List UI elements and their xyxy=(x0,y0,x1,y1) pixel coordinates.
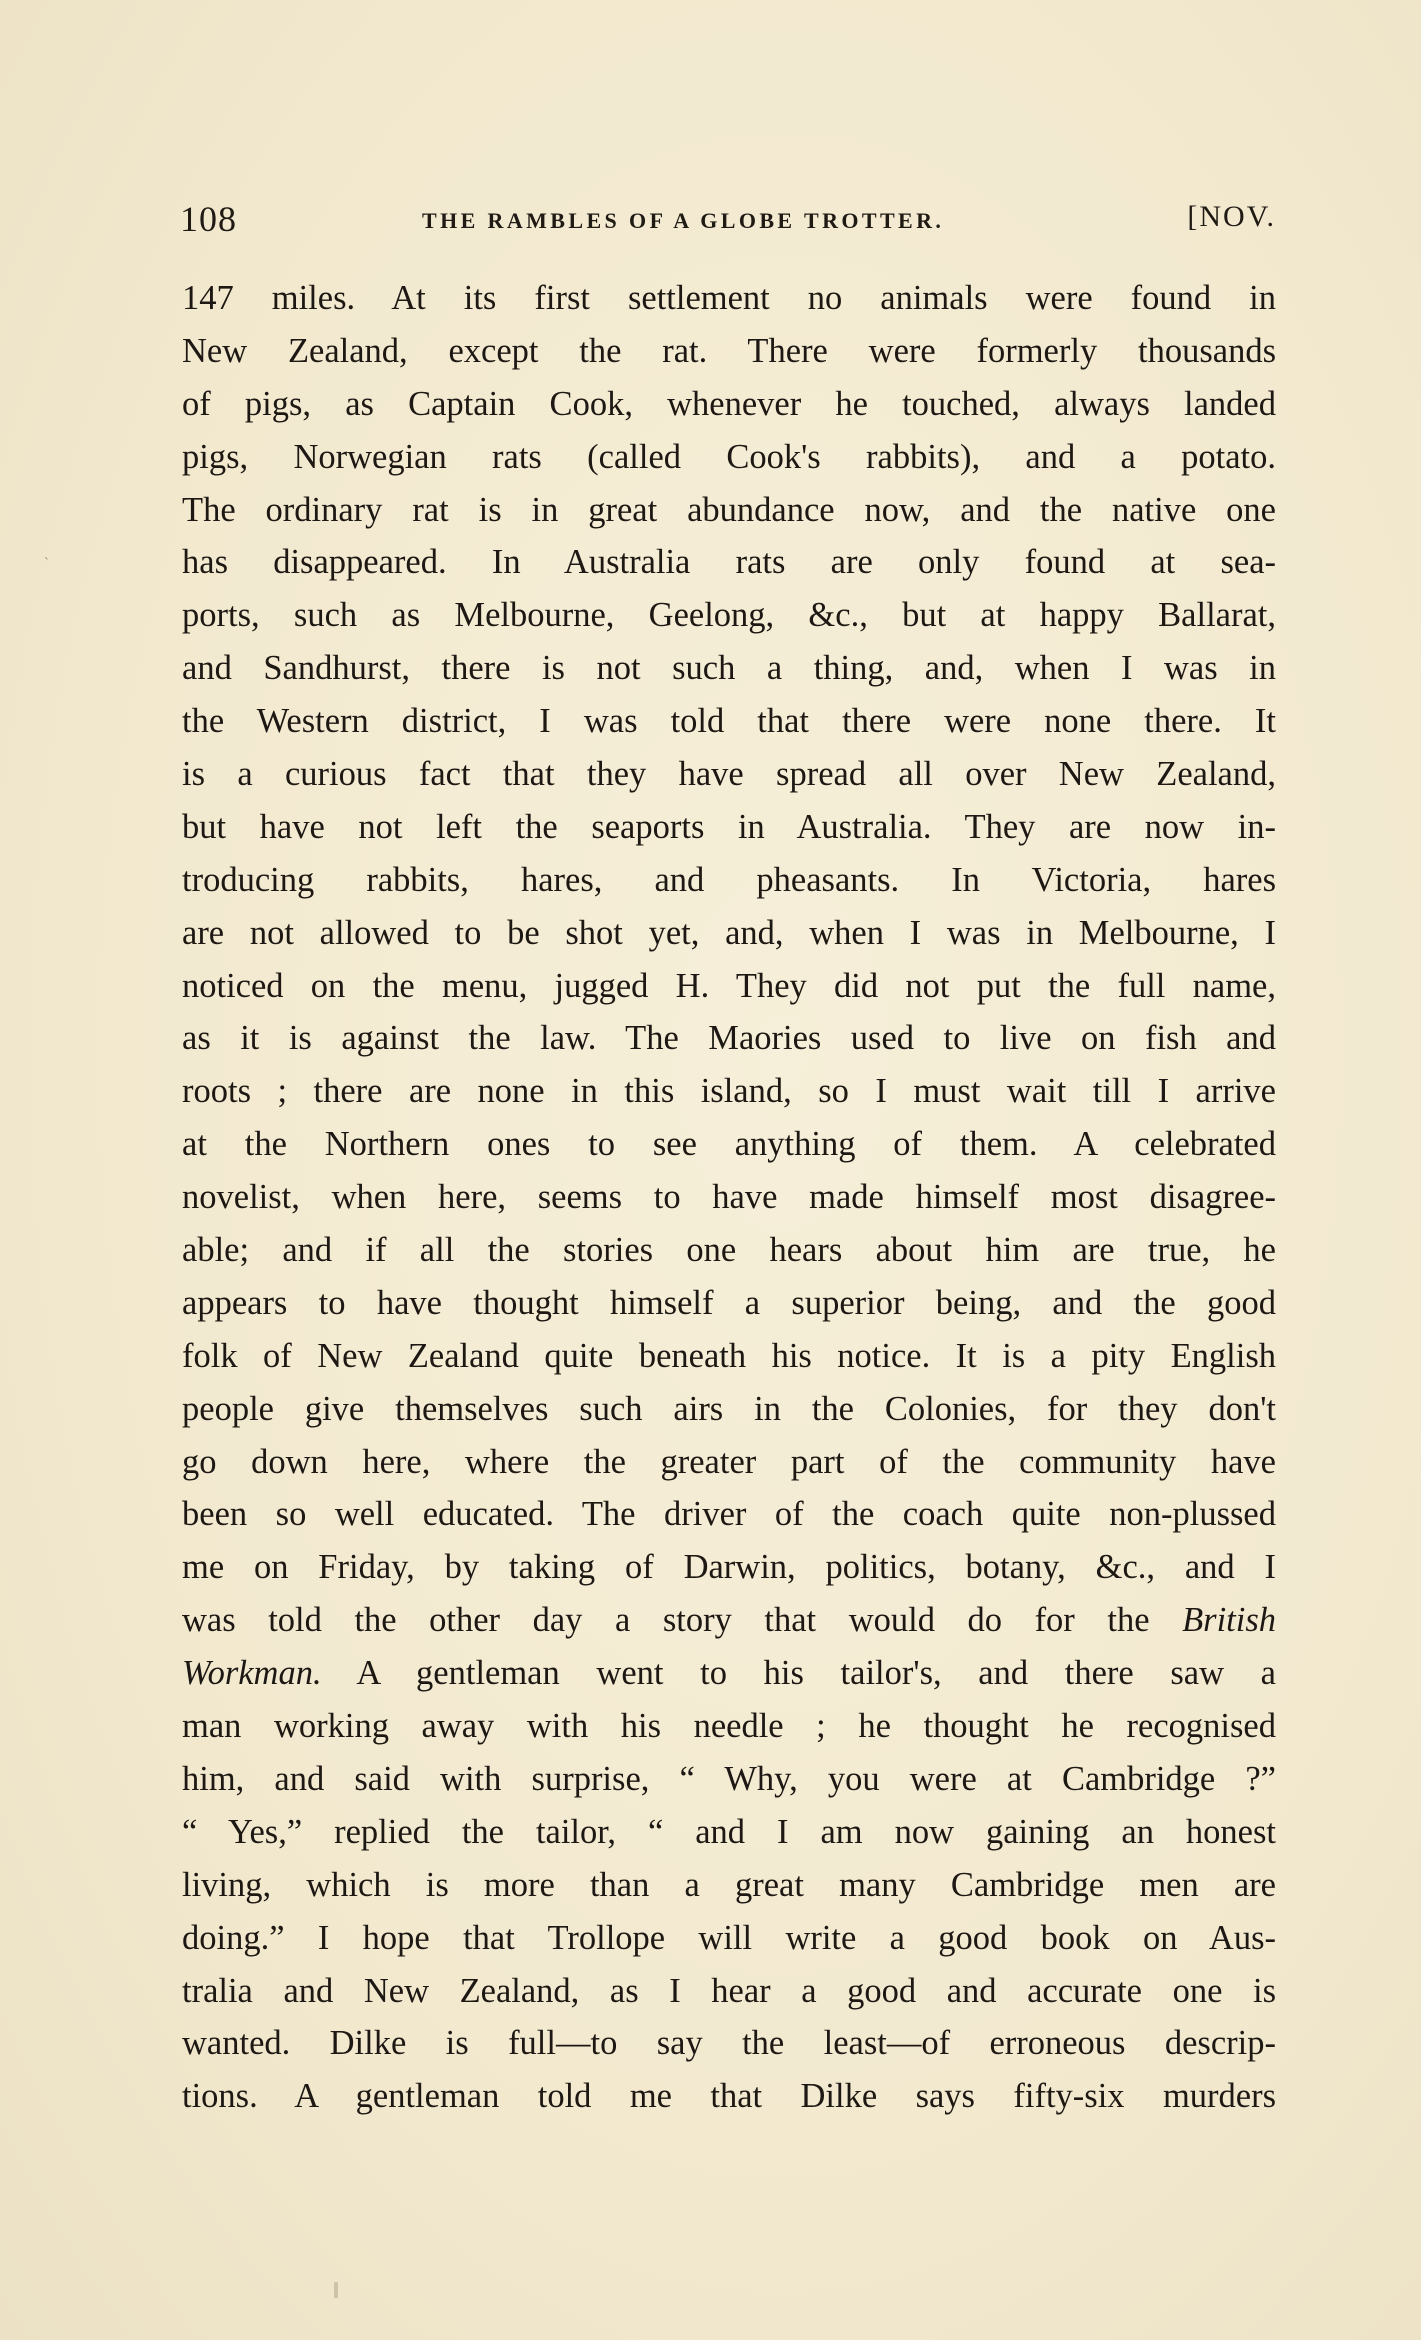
text-line: The ordinary rat is in great abundance now, and the native one xyxy=(182,490,1276,529)
italic-phrase: Workman. xyxy=(182,1654,322,1693)
text-line: 147 miles. At its first settlement no animals were found in xyxy=(182,279,1276,317)
text-line: wanted. Dilke is full—to say the least—of erroneous descrip- xyxy=(182,2024,1276,2063)
running-title: THE RAMBLES OF A GLOBE TROTTER. xyxy=(422,208,945,233)
text-line: folk of New Zealand quite beneath his notice. It is a pity English xyxy=(182,1336,1276,1375)
text-line: been so well educated. The driver of the coach quite non-plussed xyxy=(182,1495,1276,1534)
text-line: is a curious fact that they have spread all over New Zealand, xyxy=(182,755,1276,794)
text-line: as it is against the law. The Maories used to live on fish and xyxy=(182,1019,1276,1058)
text-line: noticed on the menu, jugged H. They did not put the full name, xyxy=(182,966,1276,1005)
text-line-end: A gentleman went to his tailor's, and there saw a xyxy=(356,1654,1276,1693)
text-line: of pigs, as Captain Cook, whenever he touched, always landed xyxy=(182,384,1276,423)
text-line: go down here, where the greater part of the community have xyxy=(182,1442,1276,1481)
text-line: tions. A gentleman told me that Dilke says fifty-six murders xyxy=(182,2077,1276,2116)
text-line: him, and said with surprise, “ Why, you were at Cambridge ?” xyxy=(182,1759,1276,1798)
italic-phrase: British xyxy=(1182,1601,1276,1640)
text-line: people give themselves such airs in the Colonies, for they don't xyxy=(182,1389,1276,1428)
text-line: me on Friday, by taking of Darwin, politics, botany, &c., and I xyxy=(182,1548,1276,1587)
text-line: ports, such as Melbourne, Geelong, &c., but at happy Ballarat, xyxy=(182,596,1276,635)
text-line-start: was told the other day a story that would do for the xyxy=(182,1601,1150,1640)
text-line: doing.” I hope that Trollope will write a good book on Aus- xyxy=(182,1918,1276,1957)
text-line-with-italic xyxy=(182,1647,1276,1700)
page-number: 108 xyxy=(180,199,237,239)
text-line: man working away with his needle ; he thought he recognised xyxy=(182,1707,1276,1746)
text-line: has disappeared. In Australia rats are only found at sea- xyxy=(182,543,1276,582)
text-line: appears to have thought himself a superior being, and the good xyxy=(182,1283,1276,1322)
bottom-margin-mark xyxy=(334,2282,338,2298)
text-line: at the Northern ones to see anything of them. A celebrated xyxy=(182,1125,1276,1164)
text-line: the Western district, I was told that there were none there. It xyxy=(182,702,1276,741)
text-line: are not allowed to be shot yet, and, when I was in Melbourne, I xyxy=(182,913,1276,952)
margin-mark: ` xyxy=(44,556,50,570)
body-text xyxy=(182,272,1276,2123)
text-line: able; and if all the stories one hears about him are true, he xyxy=(182,1231,1276,1270)
text-line: but have not left the seaports in Australia. They are now in- xyxy=(182,807,1276,846)
text-line: New Zealand, except the rat. There were formerly thousands xyxy=(182,331,1276,370)
running-month: [NOV. xyxy=(1187,200,1276,233)
running-head xyxy=(180,198,1276,248)
text-line: roots ; there are none in this island, so I must wait till I arrive xyxy=(182,1072,1276,1111)
text-line: living, which is more than a great many Cambridge men are xyxy=(182,1865,1276,1904)
text-line: tralia and New Zealand, as I hear a good and accurate one is xyxy=(182,1971,1276,2010)
text-line: novelist, when here, seems to have made himself most disagree- xyxy=(182,1178,1276,1217)
text-line: troducing rabbits, hares, and pheasants. In Victoria, hares xyxy=(182,860,1276,899)
text-line: “ Yes,” replied the tailor, “ and I am now gaining an honest xyxy=(182,1812,1276,1851)
text-line-with-italic xyxy=(182,1594,1276,1647)
text-line: and Sandhurst, there is not such a thing, and, when I was in xyxy=(182,649,1276,688)
text-line: pigs, Norwegian rats (called Cook's rabbits), and a potato. xyxy=(182,437,1276,476)
